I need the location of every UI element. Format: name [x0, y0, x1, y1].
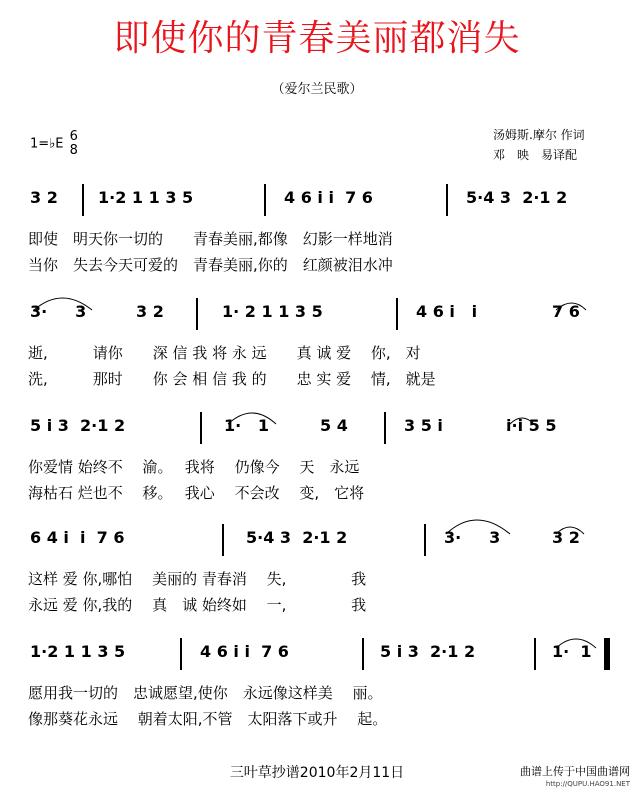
measure-notes: 3 2 [552, 528, 580, 547]
final-barline [604, 638, 607, 670]
watermark-line-2: http://QUPU.HAO91.NET [545, 780, 630, 788]
measure-notes: 6 4 i i 7 6 [30, 528, 125, 547]
measure-notes: i·i 5 5 [506, 416, 557, 435]
lyrics-verse-2: 洗, 那时 你 会 相 信 我 的 忠 实 爱 情, 就是 [28, 370, 436, 388]
measure-notes: 5·4 3 2·1 2 [246, 528, 348, 547]
measure-notes: 5 4 [320, 416, 348, 435]
lyrics-verse-2: 海枯石 烂也不 移。 我心 不会改 变, 它将 [28, 484, 365, 502]
lyrics-verse-2: 当你 失去今天可爱的 青春美丽,你的 红颜被泪水冲 [28, 256, 393, 274]
lyrics-verse-2: 像那葵花永远 朝着太阳,不管 太阳落下或升 起。 [28, 710, 388, 728]
measure-notes: 3 2 [136, 302, 164, 321]
measure-notes: 7 6 [552, 302, 580, 321]
measure-notes: 1·2 1 1 3 5 [30, 642, 126, 661]
translator-credit: 邓 映 易译配 [493, 148, 578, 162]
key-prefix: 1= [30, 136, 50, 152]
measure-notes: 4 6 i i 7 6 [284, 188, 373, 207]
transcriber-note: 三叶草抄谱2010年2月11日 [229, 765, 405, 781]
measure-notes: 3 5 i [404, 416, 443, 435]
site-watermark [520, 766, 630, 790]
measure-notes: 1· 2 1 1 3 5 [222, 302, 323, 321]
song-title: 即使你的青春美丽都消失 [113, 18, 521, 59]
measure-notes: 3· 3 [30, 302, 87, 321]
lyrics-verse-2: 永远 爱 你,我的 真 诚 始终如 一, 我 [28, 596, 367, 614]
lyricist-credit: 汤姆斯.摩尔 作词 [493, 128, 585, 142]
barline [534, 638, 536, 670]
time-top: 6 [69, 129, 78, 144]
barline [396, 298, 398, 330]
score-system-5 [0, 642, 634, 782]
lyrics-verse-1: 你爱情 始终不 渝。 我将 仍像今 天 永远 [28, 458, 360, 476]
barline [82, 184, 84, 216]
barline [424, 524, 426, 556]
measure-notes: 1· 1 [552, 642, 592, 661]
barline [200, 412, 202, 444]
barline [222, 524, 224, 556]
key-name: ♭E [49, 136, 64, 152]
measure-notes: 3 2 [30, 188, 58, 207]
measure-notes: 4 6 i i [416, 302, 478, 321]
lyrics-verse-1: 这样 爱 你,哪怕 美丽的 青春消 失, 我 [28, 570, 367, 588]
key-signature [30, 130, 78, 158]
lyrics-verse-1: 即使 明天你一切的 青春美丽,都像 幻影一样地消 [28, 230, 393, 248]
measure-notes: 4 6 i i 7 6 [200, 642, 289, 661]
measure-notes: 1· 1 [224, 416, 270, 435]
barline [446, 184, 448, 216]
time-signature [70, 130, 78, 158]
barline [384, 412, 386, 444]
measure-notes: 5 i 3 2·1 2 [30, 416, 126, 435]
barline [264, 184, 266, 216]
measure-notes: 1·2 1 1 3 5 [98, 188, 194, 207]
lyrics-verse-1: 逝, 请你 深 信 我 将 永 远 真 诚 爱 你, 对 [28, 344, 421, 362]
measure-notes: 5 i 3 2·1 2 [380, 642, 476, 661]
barline [180, 638, 182, 670]
watermark-line-1: 曲谱上传于中国曲谱网 [520, 765, 630, 778]
measure-notes: 5·4 3 2·1 2 [466, 188, 568, 207]
measure-notes: 3· 3 [444, 528, 501, 547]
barline [362, 638, 364, 670]
barline [196, 298, 198, 330]
lyrics-verse-1: 愿用我一切的 忠诚愿望,使你 永远像这样美 丽。 [28, 684, 383, 702]
time-bottom: 8 [69, 143, 78, 158]
song-origin: （爱尔兰民歌） [271, 82, 363, 97]
